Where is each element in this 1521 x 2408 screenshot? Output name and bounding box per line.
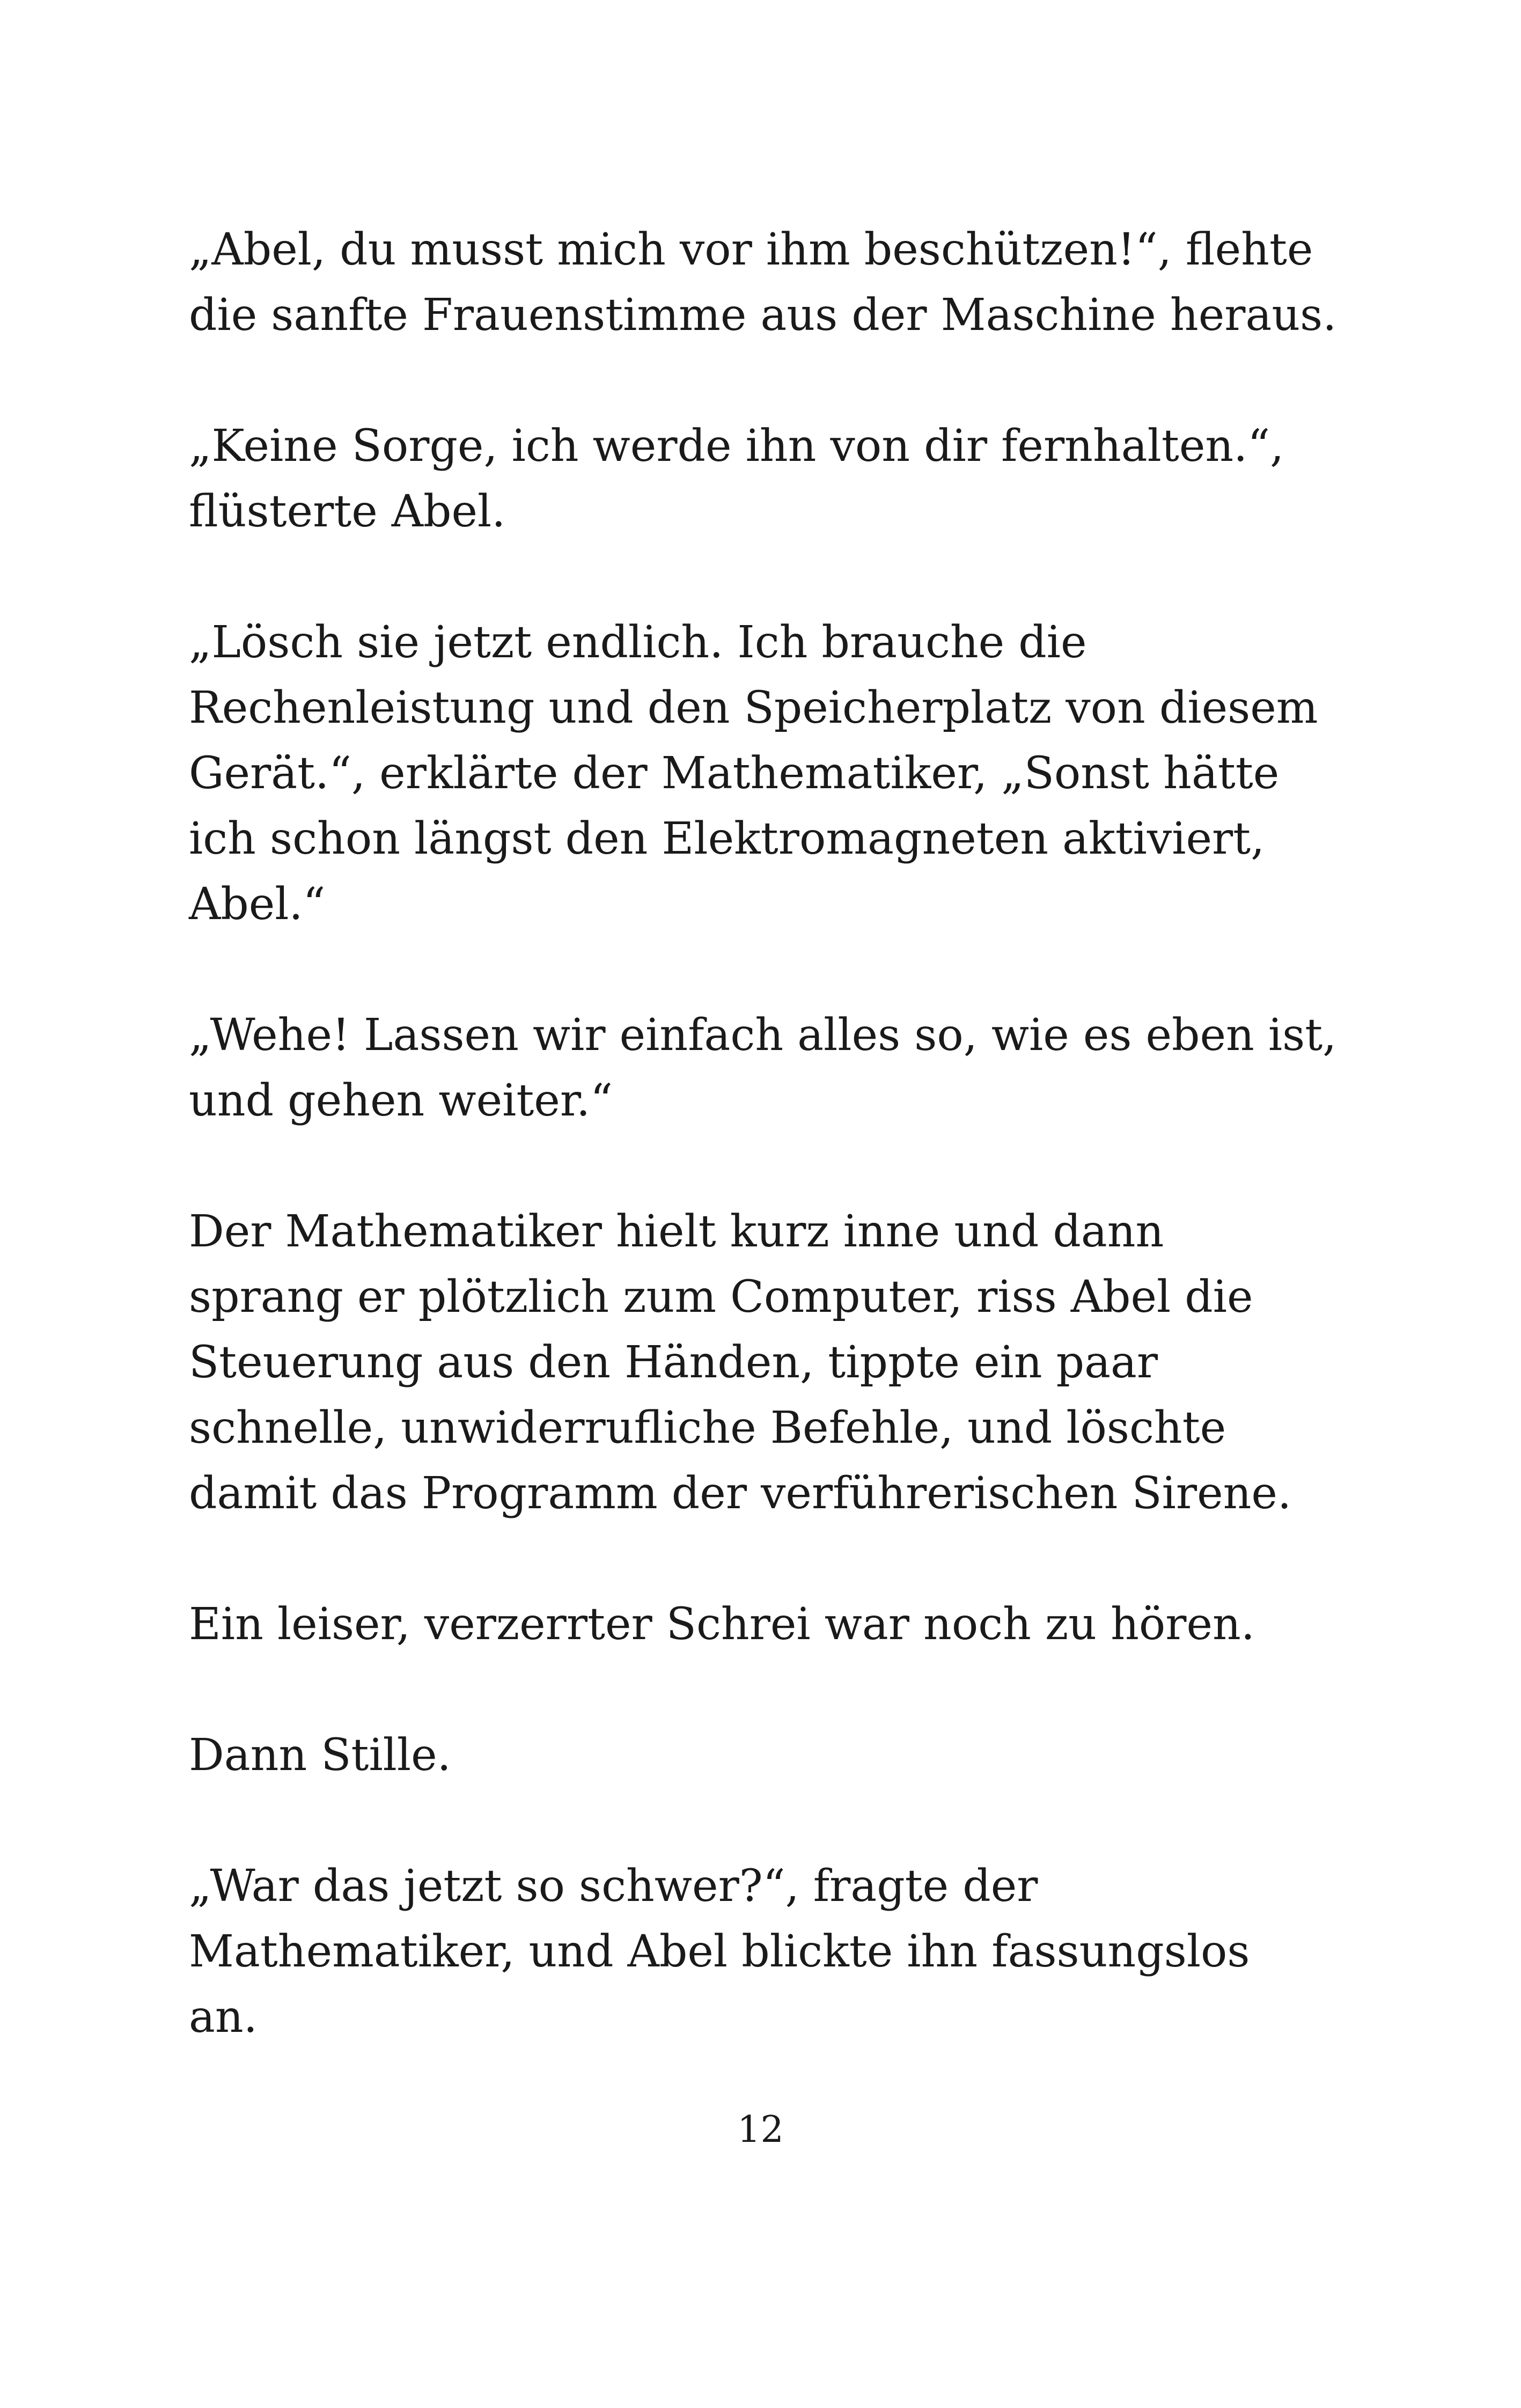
text-line: Dann Stille.: [189, 1730, 451, 1781]
paragraph-gap: [189, 545, 1342, 610]
paragraph: [189, 1854, 1342, 2050]
text-line: schnelle, unwiderrufliche Befehle, und löschte: [189, 1403, 1226, 1453]
text-line: „Abel, du musst mich vor ihm beschützen!“, flehte: [189, 224, 1313, 275]
text-line: Ein leiser, verzerrter Schrei war noch zu hören.: [189, 1599, 1255, 1650]
text-line: flüsterte Abel.: [189, 486, 506, 537]
page-number: 12: [737, 2109, 784, 2151]
paragraph: [189, 217, 1342, 348]
text-line: Der Mathematiker hielt kurz inne und dann: [189, 1206, 1164, 1257]
text-line: die sanfte Frauenstimme aus der Maschine heraus.: [189, 290, 1337, 341]
body-text: [189, 217, 1342, 2050]
text-line: „Wehe! Lassen wir einfach alles so, wie es eben ist,: [189, 1010, 1337, 1061]
text-line: „War das jetzt so schwer?“, fragte der: [189, 1861, 1038, 1912]
paragraph: [189, 1003, 1342, 1134]
paragraph-gap: [189, 1134, 1342, 1199]
paragraph-gap: [189, 1788, 1342, 1854]
paragraph-gap: [189, 1657, 1342, 1723]
paragraph: [189, 414, 1342, 545]
text-line: „Lösch sie jetzt endlich. Ich brauche die: [189, 617, 1087, 668]
paragraph-gap: [189, 348, 1342, 414]
paragraph: [189, 610, 1342, 937]
text-line: Mathematiker, und Abel blickte ihn fassungslos: [189, 1926, 1250, 1977]
paragraph-gap: [189, 1526, 1342, 1592]
text-line: Rechenleistung und den Speicherplatz von diesem: [189, 682, 1318, 733]
text-line: damit das Programm der verführerischen Sirene.: [189, 1468, 1292, 1519]
paragraph: [189, 1592, 1342, 1657]
paragraph: [189, 1723, 1342, 1788]
text-line: Steuerung aus den Händen, tippte ein paar: [189, 1337, 1158, 1388]
text-line: Abel.“: [189, 879, 326, 930]
text-line: sprang er plötzlich zum Computer, riss Abel die: [189, 1272, 1253, 1323]
text-line: „Keine Sorge, ich werde ihn von dir fernhalten.“,: [189, 421, 1284, 472]
text-line: Gerät.“, erklärte der Mathematiker, „Sonst hätte: [189, 748, 1280, 799]
paragraph-gap: [189, 937, 1342, 1003]
text-line: und gehen weiter.“: [189, 1075, 613, 1126]
text-line: ich schon längst den Elektromagneten aktiviert,: [189, 813, 1265, 864]
paragraph: [189, 1199, 1342, 1526]
text-line: an.: [189, 1992, 258, 2043]
